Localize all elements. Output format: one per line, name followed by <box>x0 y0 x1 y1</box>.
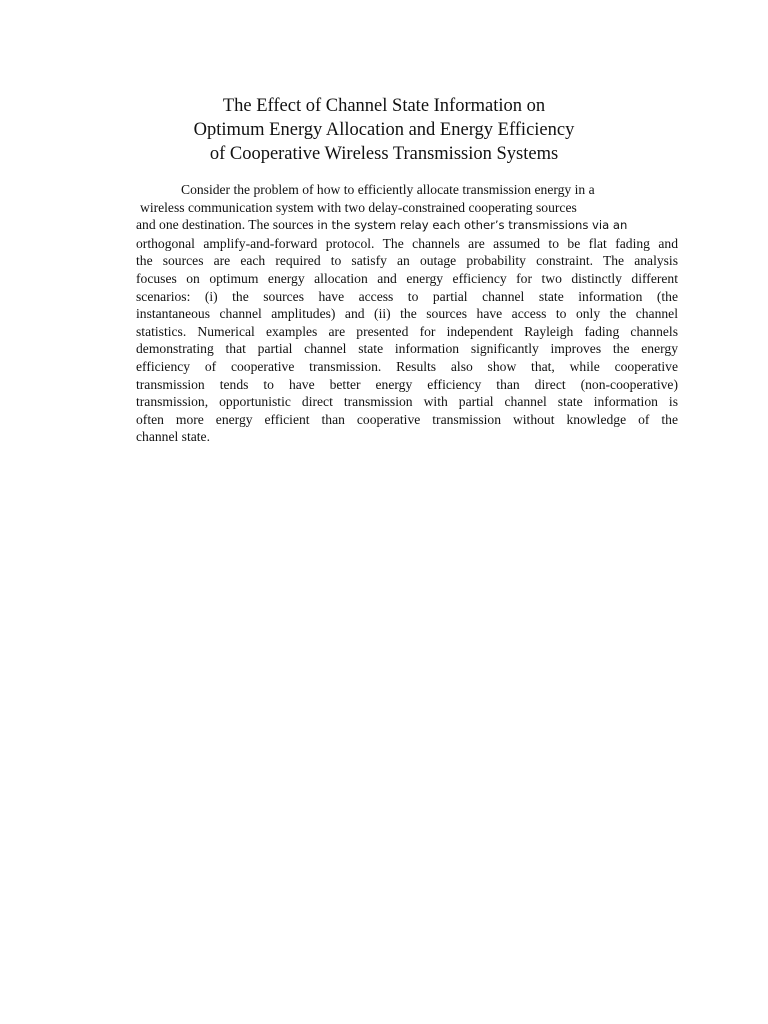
paper-title <box>100 94 668 166</box>
abstract-paragraph <box>136 181 678 446</box>
title-line-2: Optimum Energy Allocation and Energy Efficiency <box>193 120 575 140</box>
abstract-line-2: wireless communication system with two delay-constrained cooperating sources <box>140 199 577 215</box>
abstract-line-14: often more energy efficient than cooperative transmission without knowledge of the <box>136 411 678 427</box>
abstract-line-1: Consider the problem of how to efficiently allocate transmission energy in a <box>181 182 595 197</box>
title-line-3: of Cooperative Wireless Transmission Systems <box>209 144 559 164</box>
abstract-line-8: instantaneous channel amplitudes) and (ii) the sources have access to only the channel <box>136 306 678 322</box>
abstract-line-6: focuses on optimum energy allocation and energy efficiency for two distinctly different <box>136 270 678 286</box>
abstract-line-5: the sources are each required to satisfy an outage probability constraint. The analysis <box>136 253 678 269</box>
abstract-line-11: efficiency of cooperative transmission. Results also show that, while cooperative <box>136 358 678 374</box>
abstract-line-9: statistics. Numerical examples are presented for independent Rayleigh fading channels <box>136 323 678 339</box>
abstract-line-3 <box>136 216 678 235</box>
abstract-line-13: transmission, opportunistic direct transmission with partial channel state information is <box>136 394 678 410</box>
abstract-line-4: orthogonal amplify-and-forward protocol. The channels are assumed to be flat fading and <box>136 235 678 251</box>
abstract-line-12: transmission tends to have better energy efficiency than direct (non-cooperative) <box>136 376 678 392</box>
abstract-line-7: scenarios: (i) the sources have access to partial channel state information (the <box>136 288 678 304</box>
abstract-line-3-sans: in the system relay each other’s transmissions via an <box>313 218 628 233</box>
abstract-line-15: channel state. <box>136 429 210 445</box>
abstract-line-3-serif: and one destination. The sources <box>136 217 314 233</box>
title-line-1: The Effect of Channel State Information on <box>222 96 546 116</box>
abstract-line-10: demonstrating that partial channel state information significantly improves the energy <box>136 341 678 357</box>
